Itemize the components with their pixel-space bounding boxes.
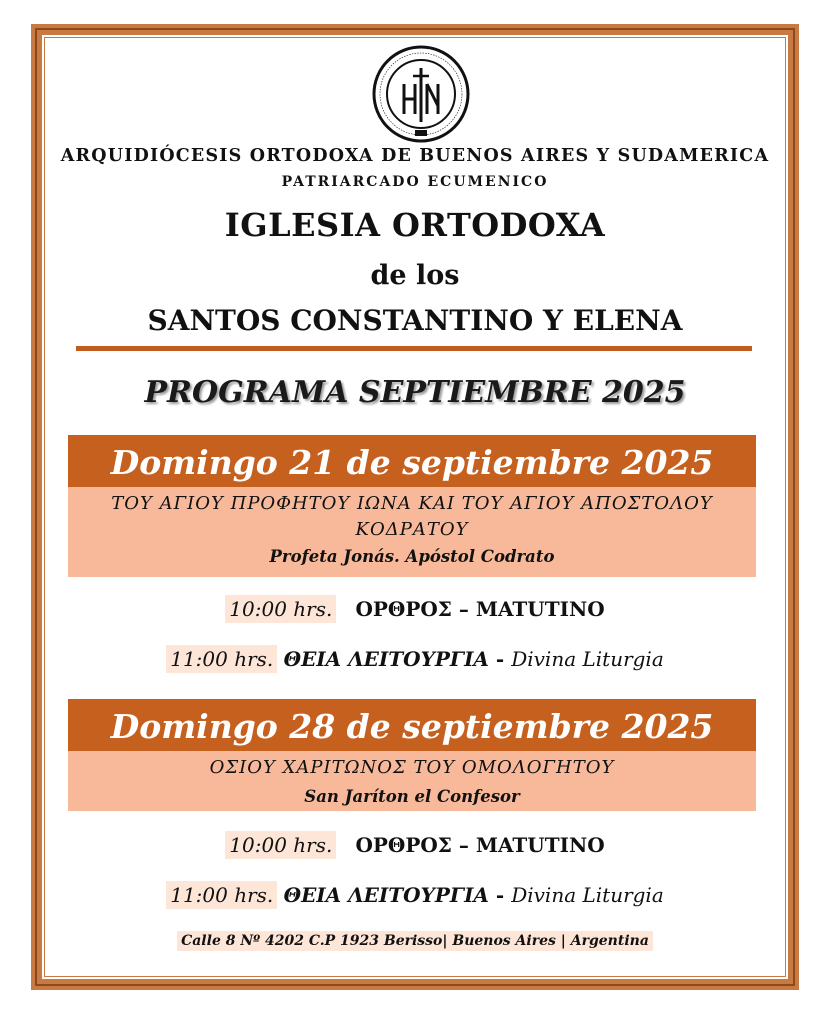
church-saints-name: SANTOS CONSTANTINO Y ELENA xyxy=(147,304,683,337)
service-name: ΘΕΙΑ ΛΕΙΤΟΥΡΓΙΑ xyxy=(283,883,489,907)
event-date-bar: Domingo 28 de septiembre 2025 xyxy=(68,699,756,751)
church-title-connector: de los xyxy=(370,260,460,291)
church-address xyxy=(0,933,830,949)
service-name-spanish: Divina Liturgia xyxy=(511,647,664,671)
service-line xyxy=(0,883,830,907)
spanish-feast: Profeta Jonás. Apóstol Codrato xyxy=(269,547,555,566)
service-name: ΟΡΘΡΟΣ – MATUTINO xyxy=(355,833,605,857)
feast-box xyxy=(68,487,756,577)
greek-feast: ΤΟΥ ΑΓΙΟΥ ΠΡΟΦΗΤΟΥ ΙΩΝΑ ΚΑΙ ΤΟΥ ΑΓΙΟΥ ΑΠΟΣΤΟΛΟΥ ΚΟΔΡΑΤΟΥ xyxy=(111,493,713,540)
greek-feast: ΟΣΙΟΥ ΧΑΡΙΤΩΝΟΣ ΤΟΥ ΟΜΟΛΟΓΗΤΟΥ xyxy=(209,757,615,778)
service-time: 11:00 hrs. xyxy=(166,881,277,909)
patriarchate-name: PATRIARCADO ECUMENICO xyxy=(281,174,549,190)
title-divider xyxy=(76,346,752,351)
spanish-feast: San Jaríton el Confesor xyxy=(304,787,520,806)
program-title: PROGRAMA SEPTIEMBRE 2025 xyxy=(144,375,686,410)
service-time: 10:00 hrs. xyxy=(225,831,336,859)
service-time: 10:00 hrs. xyxy=(225,595,336,623)
service-name-spanish: Divina Liturgia xyxy=(511,883,664,907)
patriarchate-seal-icon xyxy=(371,44,471,144)
service-time: 11:00 hrs. xyxy=(166,645,277,673)
service-line xyxy=(0,833,830,857)
service-name: ΘΕΙΑ ΛΕΙΤΟΥΡΓΙΑ xyxy=(283,647,489,671)
service-separator: - xyxy=(488,647,512,671)
church-title: IGLESIA ORTODOXA xyxy=(224,206,606,244)
service-line xyxy=(0,647,830,671)
event-date-bar: Domingo 21 de septiembre 2025 xyxy=(68,435,756,487)
service-line xyxy=(0,597,830,621)
address-text: Calle 8 Nº 4202 C.P 1923 Berisso| Buenos Aires | Argentina xyxy=(177,931,653,951)
archdiocese-name: ARQUIDIÓCESIS ORTODOXA DE BUENOS AIRES Y SUDAMERICA xyxy=(60,146,770,166)
service-name: ΟΡΘΡΟΣ – MATUTINO xyxy=(355,597,605,621)
feast-box xyxy=(68,751,756,811)
service-separator: - xyxy=(488,883,512,907)
